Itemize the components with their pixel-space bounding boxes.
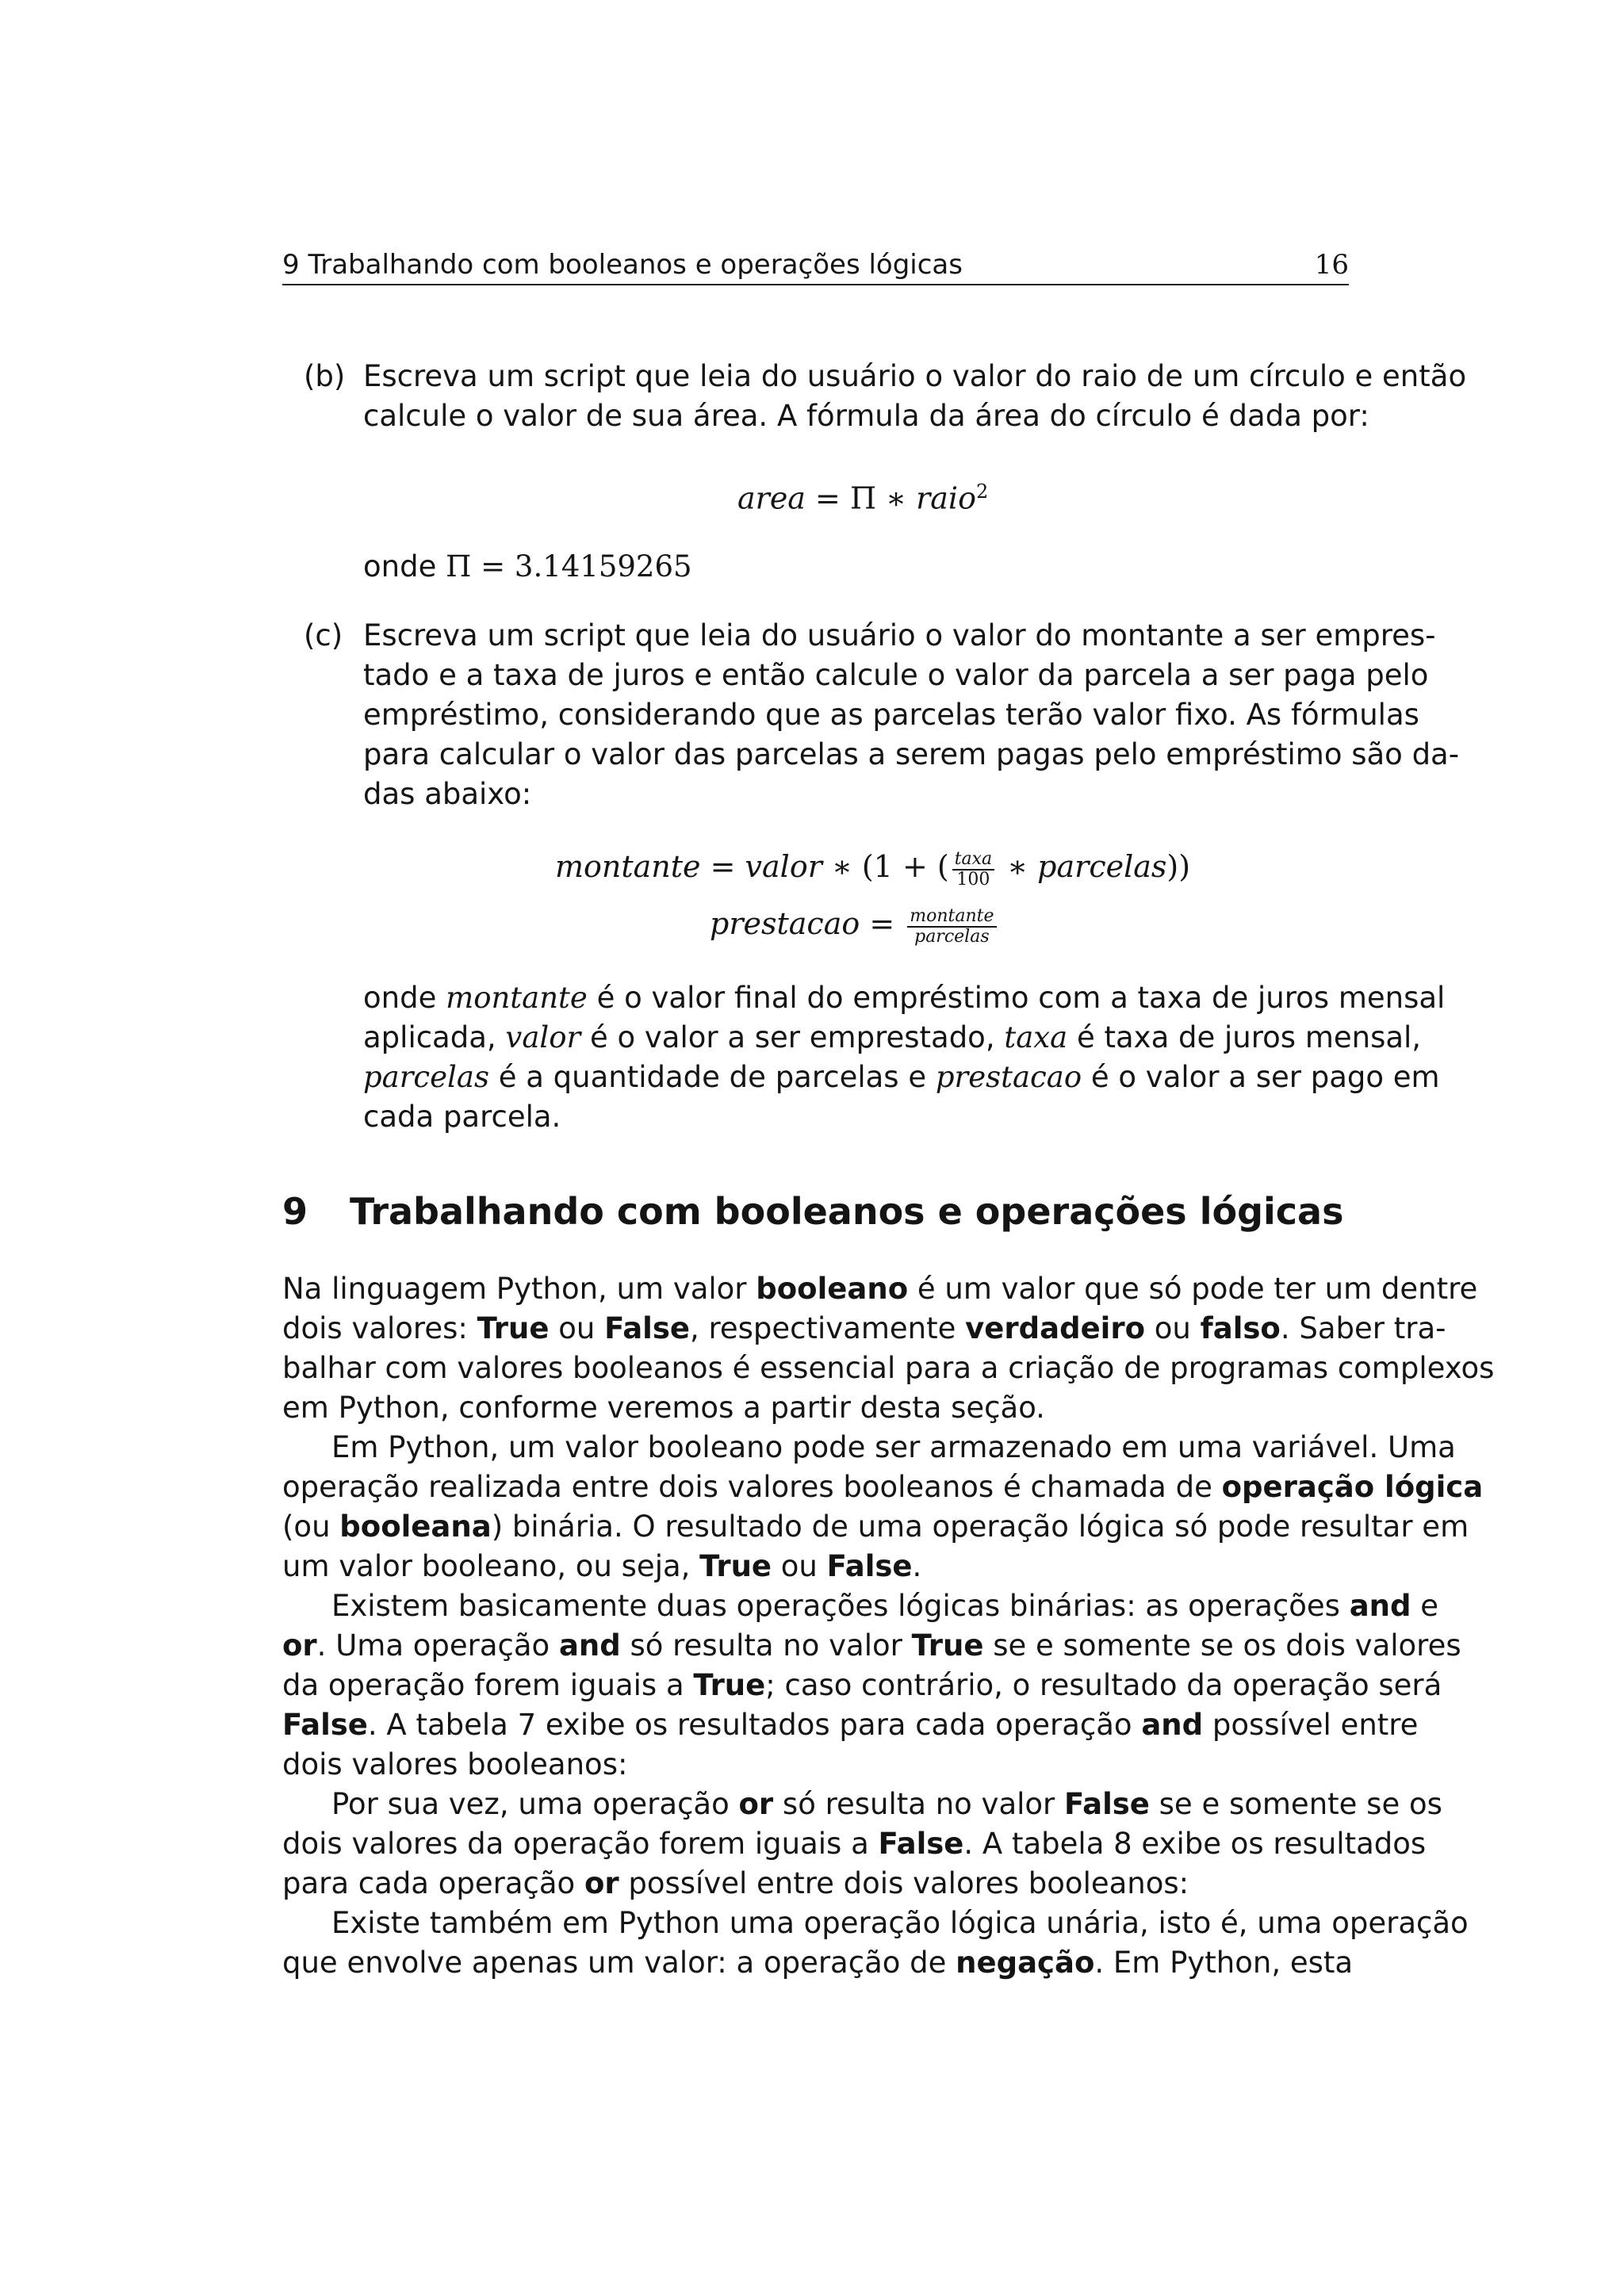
paragraph-2-line-3: (ou booleana) binária. O resultado de uma operação lógica só pode resultar em — [282, 1510, 1469, 1544]
paragraph-4-line-2: dois valores da operação forem iguais a False. A tabela 8 exibe os resultados — [282, 1827, 1427, 1861]
paragraph-5-line-1: Existe também em Python uma operação lógica unária, isto é, uma operação — [331, 1906, 1469, 1940]
pi-value-note: onde Π = 3.14159265 — [363, 549, 692, 584]
item-b-line-1: Escreva um script que leia do usuário o valor do raio de um círculo e então — [363, 359, 1467, 393]
explanation-line-3: parcelas é a quantidade de parcelas e prestacao é o valor a ser pago em — [363, 1060, 1440, 1094]
item-c-line-5: das abaixo: — [363, 777, 532, 811]
running-header — [282, 246, 1349, 285]
item-c-line-3: empréstimo, considerando que as parcelas terão valor fixo. As fórmulas — [363, 698, 1419, 732]
section-title: Trabalhando com booleanos e operações lógicas — [350, 1190, 1344, 1233]
prestacao-formula: prestacao = $\frac{\text{montante}}{\text{parcelas}}$ — [710, 904, 1000, 947]
paragraph-2-line-1: Em Python, um valor booleano pode ser armazenado em uma variável. Uma — [331, 1430, 1456, 1464]
paragraph-1-line-4: em Python, conforme veremos a partir desta seção. — [282, 1391, 1045, 1425]
paragraph-5-line-2: que envolve apenas um valor: a operação de negação. Em Python, esta — [282, 1946, 1354, 1980]
item-b-line-2: calcule o valor de sua área. A fórmula da área do círculo é dada por: — [363, 399, 1369, 433]
paragraph-3-line-2: or. Uma operação and só resulta no valor True se e somente se os dois valores — [282, 1628, 1461, 1663]
page-number: 16 — [1314, 249, 1349, 281]
item-c-label: (c) — [304, 618, 343, 652]
paragraph-4-line-1: Por sua vez, uma operação or só resulta no valor False se e somente se os — [331, 1787, 1442, 1821]
paragraph-2-line-2: operação realizada entre dois valores booleanos é chamada de operação lógica — [282, 1470, 1484, 1504]
paragraph-3-line-3: da operação forem iguais a True; caso contrário, o resultado da operação será — [282, 1668, 1442, 1702]
paragraph-1-line-3: balhar com valores booleanos é essencial para a criação de programas complexos — [282, 1351, 1495, 1385]
item-c-line-1: Escreva um script que leia do usuário o valor do montante a ser empres- — [363, 618, 1436, 652]
paragraph-3-line-1: Existem basicamente duas operações lógicas binárias: as operações and e — [331, 1589, 1439, 1623]
item-c-line-2: tado e a taxa de juros e então calcule o valor da parcela a ser paga pelo — [363, 658, 1429, 692]
explanation-line-2: aplicada, valor é o valor a ser emprestado, taxa é taxa de juros mensal, — [363, 1020, 1422, 1054]
header-title: 9 Trabalhando com booleanos e operações lógicas — [282, 249, 963, 281]
paragraph-1-line-1: Na linguagem Python, um valor booleano é um valor que só pode ter um dentre — [282, 1272, 1478, 1306]
item-c-line-4: para calcular o valor das parcelas a serem pagas pelo empréstimo são da- — [363, 737, 1460, 771]
montante-formula: montante = valor ∗ (1 + ( $\frac{\text{taxa}}{100}$ ∗ parcelas)) — [555, 848, 1191, 890]
paragraph-3-line-5: dois valores booleanos: — [282, 1747, 628, 1781]
paragraph-4-line-3: para cada operação or possível entre dois valores booleanos: — [282, 1866, 1189, 1900]
paragraph-3-line-4: False. A tabela 7 exibe os resultados para cada operação and possível entre — [282, 1708, 1419, 1742]
section-heading — [282, 1188, 1343, 1235]
item-b-label: (b) — [304, 359, 346, 393]
section-number: 9 — [282, 1190, 308, 1233]
circle-area-formula: area = Π ∗ raio$^2$ — [737, 480, 989, 516]
explanation-line-1: onde montante é o valor final do empréstimo com a taxa de juros mensal — [363, 981, 1446, 1015]
paragraph-1-line-2: dois valores: True ou False, respectivamente verdadeiro ou falso. Saber tra- — [282, 1311, 1446, 1345]
paragraph-2-line-4: um valor booleano, ou seja, True ou False. — [282, 1549, 922, 1583]
explanation-line-4: cada parcela. — [363, 1100, 561, 1134]
